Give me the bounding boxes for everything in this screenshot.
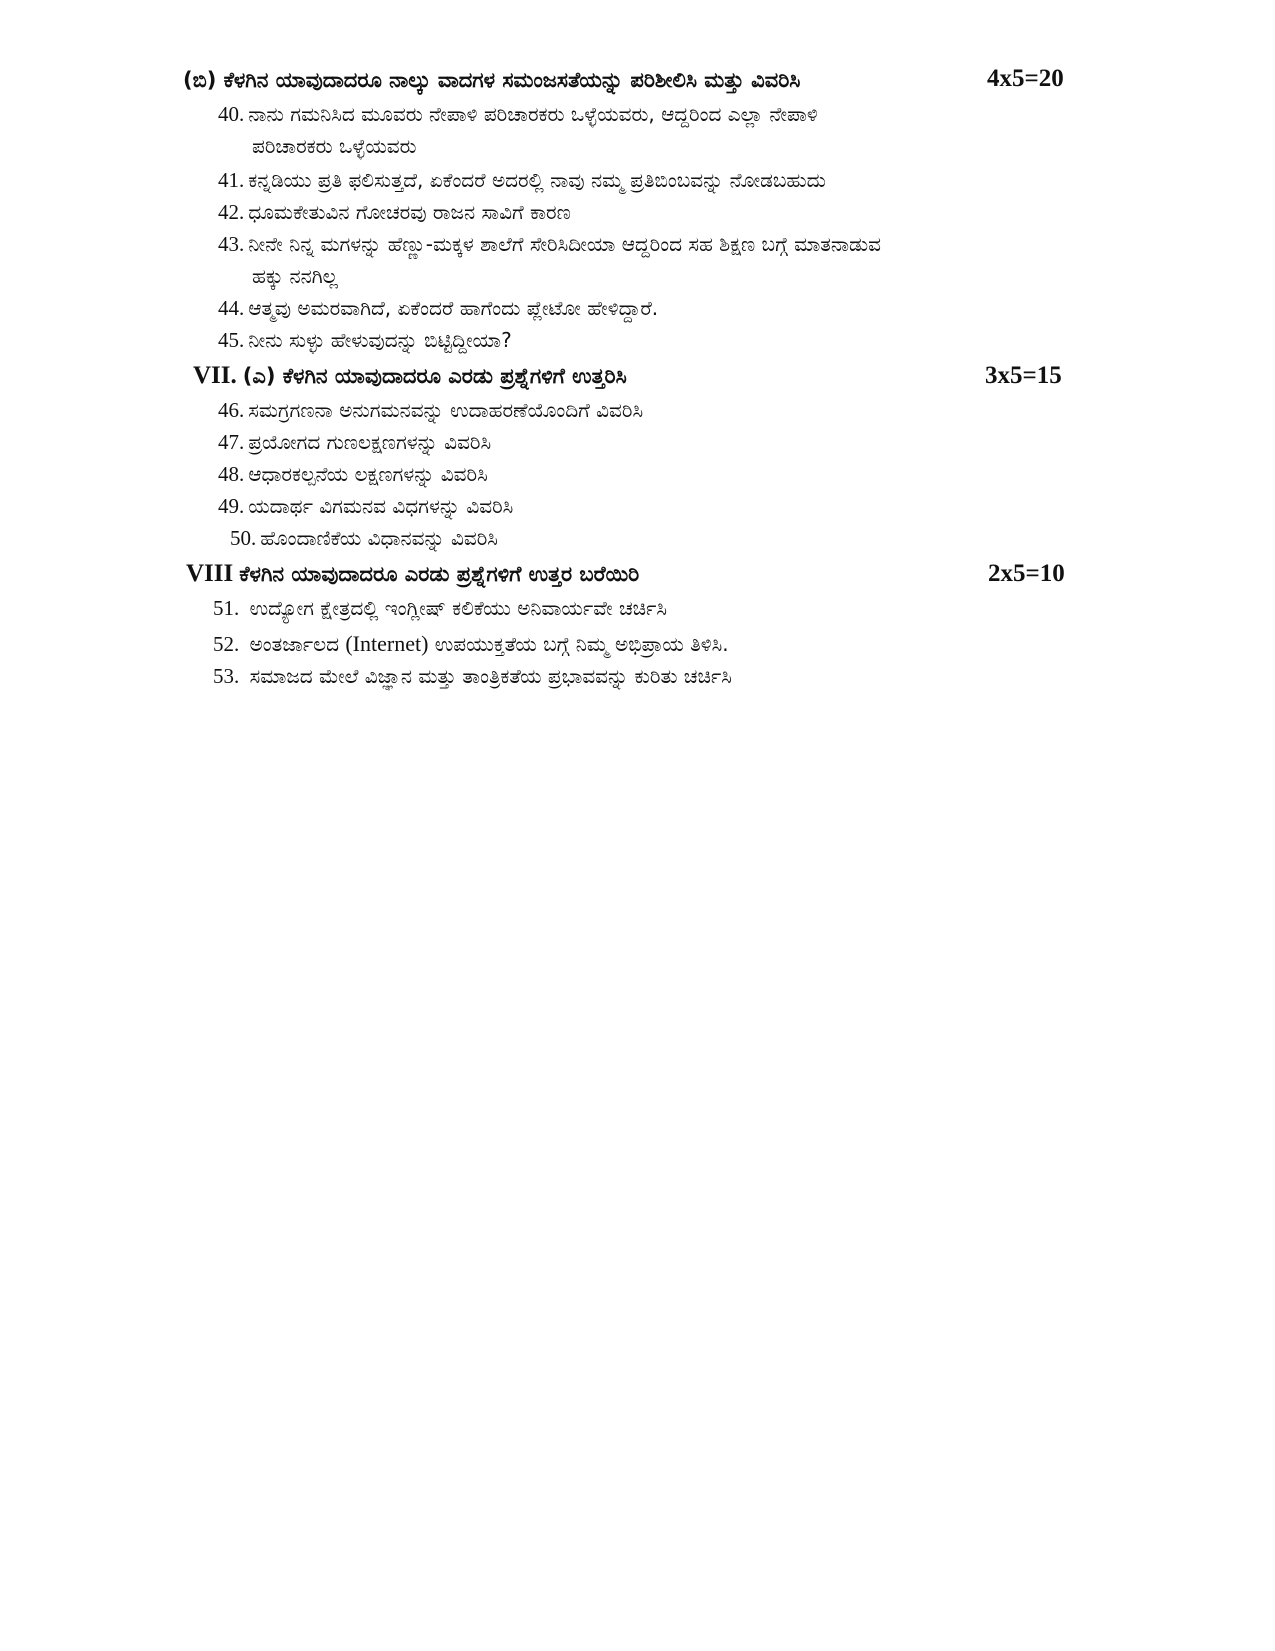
question-number: 40. [218,102,245,126]
question-text: ನೀನು ಸುಳ್ಳು ಹೇಳುವುದನ್ನು ಬಿಟ್ಟಿದ್ದೀಯಾ? [248,328,512,352]
question-text: ಆಧಾರಕಲ್ಪನೆಯ ಲಕ್ಷಣಗಳನ್ನು ವಿವರಿಸಿ [248,462,488,486]
question-text: ಧೂಮಕೇತುವಿನ ಗೋಚರವು ರಾಜನ ಸಾವಿಗೆ ಕಾರಣ [248,200,571,224]
question-text: ಆತ್ಮವು ಅಮರವಾಗಿದೆ, ಏಕೆಂದರೆ ಹಾಗೆಂದು ಪ್ಲೇಟೋ ಹೇಳಿದ್ದಾರೆ. [248,296,659,320]
question-text: ಹೊಂದಾಣಿಕೆಯ ವಿಧಾನವನ್ನು ವಿವರಿಸಿ [260,526,498,550]
section-viii-heading [186,560,1076,588]
question-number: 50. [230,526,257,550]
question-text: ನೀನೇ ನಿನ್ನ ಮಗಳನ್ನು ಹೆಣ್ಣು-ಮಕ್ಕಳ ಶಾಲೆಗೆ ಸೇರಿಸಿದೀಯಾ ಆದ್ದರಿಂದ ಸಹ ಶಿಕ್ಷಣ ಬಗ್ಗೆ ಮಾತನಾಡುವ [248,232,881,256]
question-number: 45. [218,328,245,352]
question-49 [218,490,513,522]
question-text: ಸಮಾಜದ ಮೇಲೆ ವಿಜ್ಞಾನ ಮತ್ತು ತಾಂತ್ರಿಕತೆಯ ಪ್ರಭಾವವನ್ನು ಕುರಿತು ಚರ್ಚಿಸಿ [249,664,732,688]
question-40 [218,98,818,162]
question-text-kannada-prefix: ಅಂತರ್ಜಾಲದ [249,632,339,656]
question-text: ಉದ್ಯೋಗ ಕ್ಷೇತ್ರದಲ್ಲಿ ಇಂಗ್ಲೀಷ್ ಕಲಿಕೆಯು ಅನಿವಾರ್ಯವೇ ಚರ್ಚಿಸಿ [249,596,668,620]
question-number: 41. [218,168,245,192]
section-b-marks: 4x5=20 [987,65,1064,92]
question-47 [218,426,491,458]
question-number: 44. [218,296,245,320]
question-text: ಸಮಗ್ರಗಣನಾ ಅನುಗಮನವನ್ನು ಉದಾಹರಣೆಯೊಂದಿಗೆ ವಿವರಿಸಿ [248,398,644,422]
question-text: ಯದಾರ್ಥ ವಿಗಮನವ ವಿಧಗಳನ್ನು ವಿವರಿಸಿ [248,494,514,518]
section-vii-heading-text: (ಎ) ಕೆಳಗಿನ ಯಾವುದಾದರೂ ಎರಡು ಪ್ರಶ್ನೆಗಳಿಗೆ ಉತ್ತರಿಸಿ [242,364,627,388]
section-vii-heading [193,362,1073,390]
question-45 [218,324,512,356]
question-text: ಕನ್ನಡಿಯು ಪ್ರತಿ ಫಲಿಸುತ್ತದೆ, ಏಕೆಂದರೆ ಅದರಲ್ಲಿ ನಾವು ನಮ್ಮ ಪ್ರತಿಬಿಂಬವನ್ನು ನೋಡಬಹುದು [248,168,826,192]
question-53 [213,660,732,692]
section-viii-number: VIII [186,560,234,587]
question-44 [218,292,658,324]
question-number: 52. [213,632,240,656]
question-52 [213,628,729,660]
question-46 [218,394,643,426]
question-43 [218,228,881,292]
question-number: 42. [218,200,245,224]
question-text-continued: ಪರಿಚಾರಕರು ಒಳ್ಳೆಯವರು [252,134,417,158]
question-number: 48. [218,462,245,486]
section-vii-marks: 3x5=15 [985,362,1062,389]
question-50 [230,522,498,554]
question-number: 47. [218,430,245,454]
question-41 [218,164,826,196]
question-51 [213,592,667,624]
section-b-heading-text: (ಬಿ) ಕೆಳಗಿನ ಯಾವುದಾದರೂ ನಾಲ್ಕು ವಾದಗಳ ಸಮಂಜಸತೆಯನ್ನು ಪರಿಶೀಲಿಸಿ ಮತ್ತು ವಿವರಿಸಿ [183,68,801,92]
question-number: 51. [213,596,240,620]
question-48 [218,458,488,490]
question-number: 46. [218,398,245,422]
section-b-heading [183,65,1073,93]
section-vii-number: VII. [193,362,237,389]
question-number: 43. [218,232,245,256]
question-text: ನಾನು ಗಮನಿಸಿದ ಮೂವರು ನೇಪಾಳಿ ಪರಿಚಾರಕರು ಒಳ್ಳೆಯವರು, ಆದ್ದರಿಂದ ಎಲ್ಲಾ ನೇಪಾಳಿ [248,102,818,126]
question-number: 53. [213,664,240,688]
question-text-english-term: (Internet) [345,631,429,656]
question-text: ಪ್ರಯೋಗದ ಗುಣಲಕ್ಷಣಗಳನ್ನು ವಿವರಿಸಿ [248,430,492,454]
question-text-continued: ಹಕ್ಕು ನನಗಿಲ್ಲ [252,264,338,288]
question-text-kannada-suffix: ಉಪಯುಕ್ತತೆಯ ಬಗ್ಗೆ ನಿಮ್ಮ ಅಭಿಪ್ರಾಯ ತಿಳಿಸಿ. [434,632,729,656]
section-viii-heading-text: ಕೆಳಗಿನ ಯಾವುದಾದರೂ ಎರಡು ಪ್ರಶ್ನೆಗಳಿಗೆ ಉತ್ತರ ಬರೆಯಿರಿ [239,562,640,586]
section-viii-marks: 2x5=10 [988,560,1065,587]
question-42 [218,196,571,228]
question-number: 49. [218,494,245,518]
